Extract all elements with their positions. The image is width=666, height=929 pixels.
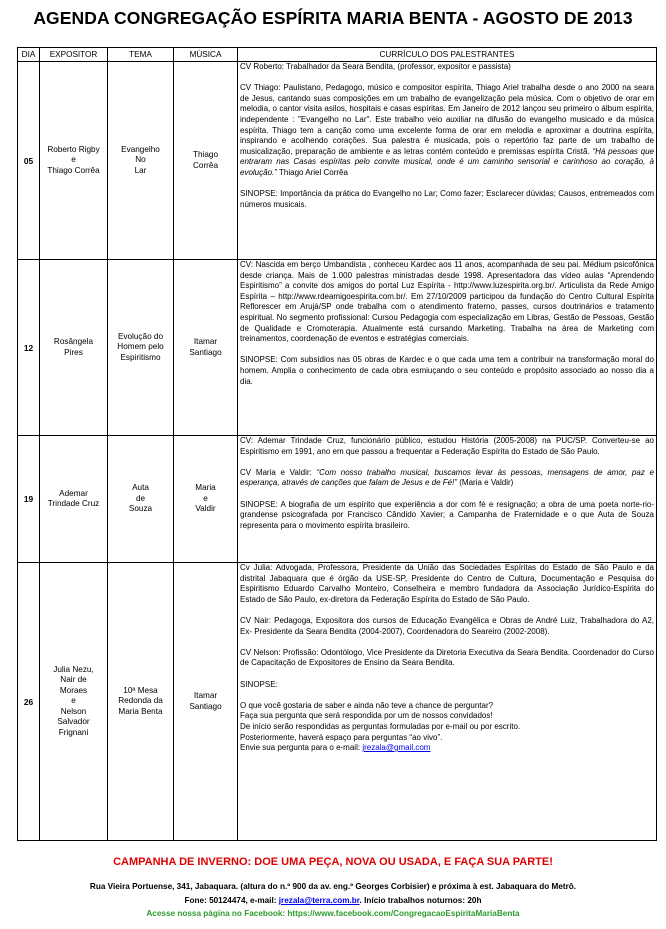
header-dia: DIA bbox=[18, 48, 40, 62]
cv-paragraph: CV Maria e Valdir: “Com nosso trabalho musical, buscamos levar às pessoas, mensagens de amor, paz e esperança, através de canções que falam de Jesus e de Fé!” (Maria e Valdir) bbox=[240, 467, 654, 488]
row-curriculo bbox=[238, 563, 657, 841]
sinopse-details: O que você gostaria de saber e ainda não teve a chance de perguntar? Faça sua pergunta que será respondida por um de nossos convidados! De início serão respondidas as perguntas formuladas por e-mail ou por escrito. Posteriormente, haverá espaço para perguntas “ao vivo”. Envie sua pergunta para o e-mail: jrezala@gmail.com bbox=[240, 700, 521, 753]
row-tema: Evangelho No Lar bbox=[108, 62, 174, 260]
cv-paragraph: CV Nelson: Profissão: Odontólogo, Vice Presidente da Diretoria Executiva da Seara Bendita. Coordenador do Curso de Capacitação de Expositores de Ensino da Seara Bendita. bbox=[240, 647, 654, 668]
row-expositor: Roberto Rigby e Thiago Corrêa bbox=[40, 62, 108, 260]
footer-address: Rua Vieira Portuense, 341, Jabaquara. (altura do n.º 900 da av. eng.º Georges Corbisier) e próxima à est. Jabaquara do Metrô. bbox=[89, 882, 577, 891]
row-tema: Evolução do Homem pelo Espiritismo bbox=[108, 260, 174, 436]
table-row bbox=[18, 436, 657, 563]
row-tema: 10ª Mesa Redonda da Maria Benta bbox=[108, 563, 174, 841]
table-row bbox=[18, 260, 657, 436]
cv-paragraph: CV: Ademar Trindade Cruz, funcionário público, estudou História (2005-2008) na PUC/SP. Converteu-se ao Espiritismo em 1991, ano em que passou a frequentar a Federação Espírita do Estado de São Paulo. bbox=[240, 436, 654, 456]
cv-paragraph: CV Thiago: Paulistano, Pedagogo, músico e compositor espírita, Thiago Ariel trabalha desde o ano 2000 na seara de Jesus, cantando suas composições em um trabalho de evangelização pela música. Com o objetivo de orar em melodia, o cantor visita asilos, hospitais e casas espíritas. Em Janeiro de 2012 lançou seu primeiro o álbum espírita, independente : "Evangelho no Lar". Este trabalho veio auxiliar na difusão do evangelho musicado e da música espírita. Thiago tem a canção como uma excelente forma de orar em melodia e aproximar a doutrina espírita, inspirando e acolhendo corações. Sua palestra é musicada, pois o repertório faz parte de um trabalho de musicalização, preparação de ambiente e as letras contém conteúdo e premissas espírita Cristã. “Há pessoas que entraram nas Casas espíritas pelo convite musical, onde é um caminho sensorial e carinhoso ao coração, à evolução.” Thiago Ariel Corrêa bbox=[240, 83, 655, 177]
row-expositor: Rosângela Pires bbox=[40, 260, 108, 436]
row-musica: Maria e Valdir bbox=[174, 436, 238, 563]
agenda-table bbox=[17, 47, 657, 841]
page-title: AGENDA CONGREGAÇÃO ESPÍRITA MARIA BENTA - AGOSTO DE 2013 bbox=[33, 8, 633, 28]
cv-paragraph: CV Nair: Pedagoga, Expositora dos cursos de Educação Evangélica e Obras de André Luiz, Trabalhadora do A2, Ex- Presidente da Seara Bendita (2004-2007), Coordenadora do Seareiro (2002-2008). bbox=[240, 615, 654, 636]
row-musica: Itamar Santiago bbox=[174, 563, 238, 841]
footer-contact: Fone: 50124474, e-mail: jrezala@terra.com.br. Início trabalhos noturnos: 20h bbox=[184, 896, 482, 905]
table-row bbox=[18, 62, 657, 260]
sinopse: SINOPSE: Importância da prática do Evangelho no Lar; Como fazer; Esclarecer dúvidas; Causos, entremeados com números musicais. bbox=[240, 189, 654, 209]
footer-facebook: Acesse nossa página no Facebook: https://www.facebook.com/CongregacaoEspiritaMariaBenta bbox=[146, 909, 520, 918]
row-expositor: Julia Nezu, Nair de Moraes e Nelson Salvador Frignani bbox=[40, 563, 108, 841]
cv-paragraph: Cv Julia: Advogada, Professora, Presidente da União das Sociedades Espíritas do Estado de São Paulo e da distrital Jabaquara que é órgão da USE-SP, Presidente do Centro de Cultura, Documentação e Pesquisa do Espiritismo Eduardo Carvalho Monteiro, Conselheira e membro fundadora da Associação Jurídico-Espírita do Estado de São Paulo, ex-diretora da Federação Espírita do Estado de São Paulo. bbox=[240, 563, 654, 604]
row-tema: Auta de Souza bbox=[108, 436, 174, 563]
header-curriculo: CURRÍCULO DOS PALESTRANTES bbox=[238, 48, 657, 62]
email-link[interactable]: jrezala@gmail.com bbox=[362, 743, 431, 753]
row-day: 19 bbox=[18, 436, 40, 563]
row-musica: Thiago Corrêa bbox=[174, 62, 238, 260]
row-musica: Itamar Santiago bbox=[174, 260, 238, 436]
row-day: 26 bbox=[18, 563, 40, 841]
footer-email-link[interactable]: jrezala@terra.com.br bbox=[278, 896, 360, 905]
row-day: 12 bbox=[18, 260, 40, 436]
header-expositor: EXPOSITOR bbox=[40, 48, 108, 62]
header-tema: TEMA bbox=[108, 48, 174, 62]
sinopse: SINOPSE: bbox=[240, 679, 278, 689]
cv-paragraph: CV: Nascida em berço Umbandista , conheceu Kardec aos 11 anos, acompanhada de seu pai. Médium psicofônica desde criança. Mais de 1.000 palestras ministradas desde 1998. Apresentadora das vídeo aulas “Aprendendo Espiritismo” a convite dos amigos do portal Luz Espírita - http://www.luzespirita.org.br/. Articulista da Rede Amigo Espírita – http://www.rdeamigoespirita.com.br/. Em 27/10/2009 participou da fundação do Centro Cultural Espírita Reflorescer em Arujá/SP onde trabalha com o atendimento fraterno, passes, cursos doutrinários e tratamento espiritual. No segmento profissional: Cursou Pedagogia com especialização em Libras, Gestão de Pessoas, Gestão de Qualidade e Cromoterapia. Atualmente está cursando Marketing. Trabalha na área de Marketing com treinamentos, coordenação de eventos e estratégias comerciais. bbox=[240, 260, 654, 344]
campaign-banner: CAMPANHA DE INVERNO: DOE UMA PEÇA, NOVA OU USADA, E FAÇA SUA PARTE! bbox=[113, 856, 553, 868]
sinopse: SINOPSE: Com subsídios nas 05 obras de Kardec e o que cada uma tem a contribuir na transformação moral do homem. Amplia o conhecimento de cada obra esmiuçando o seu conteúdo e propósito associado ao nosso dia a dia. bbox=[240, 355, 654, 386]
sinopse: SINOPSE: A biografia de um espírito que experiência a dor com fé e resignação; a obra de uma poeta norte-rio-grandense psicografada por Francisco Cândido Xavier; a Campanha de Fraternidade e o que Auta de Souza representa para o movimento espírita brasileiro. bbox=[240, 499, 654, 530]
row-expositor: Ademar Trindade Cruz bbox=[40, 436, 108, 563]
row-curriculo bbox=[238, 436, 657, 563]
header-row bbox=[18, 48, 657, 62]
row-day: 05 bbox=[18, 62, 40, 260]
header-musica: MÚSICA bbox=[174, 48, 238, 62]
row-curriculo bbox=[238, 62, 657, 260]
row-curriculo bbox=[238, 260, 657, 436]
table-row bbox=[18, 563, 657, 841]
cv-paragraph: CV Roberto: Trabalhador da Seara Bendita, (professor, expositor e passista) bbox=[240, 62, 511, 71]
